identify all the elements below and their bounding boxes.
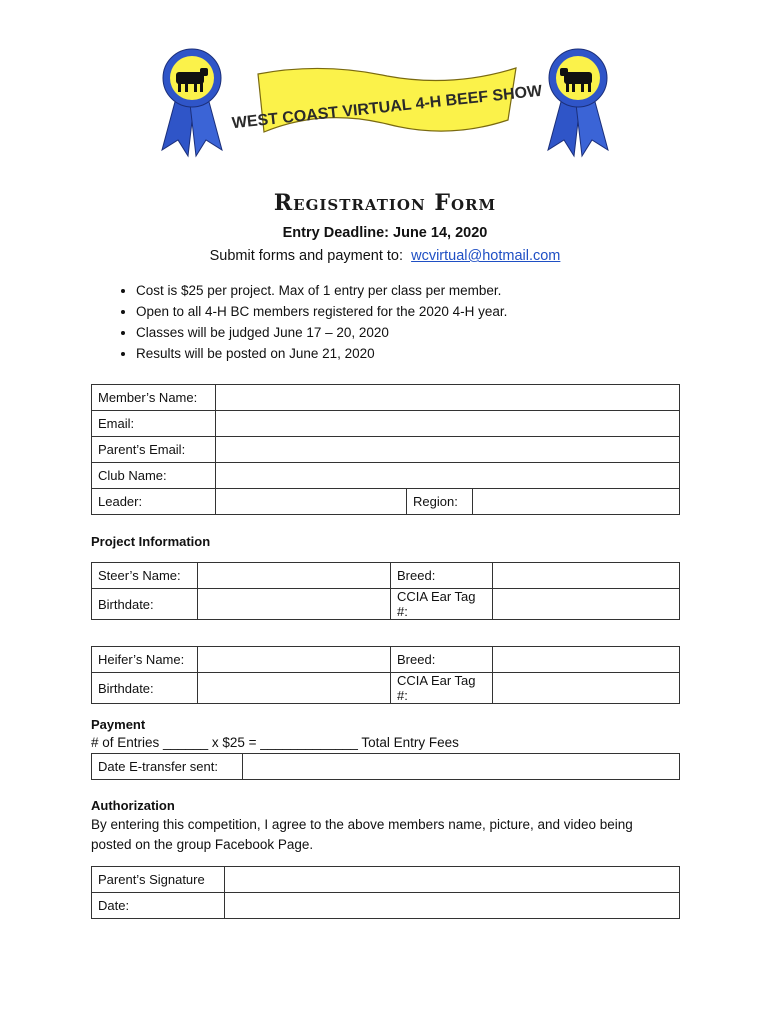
etransfer-label: Date E-transfer sent: <box>92 754 243 780</box>
list-item: • Open to all 4-H BC members registered for the 2020 4-H year. <box>136 301 507 322</box>
list-item: • Results will be posted on June 21, 2020 <box>136 343 507 364</box>
signature-label: Parent’s Signature <box>92 867 225 893</box>
signature-field[interactable] <box>225 867 680 893</box>
leader-label: Leader: <box>92 489 216 515</box>
parent-email-label: Parent’s Email: <box>92 437 216 463</box>
etransfer-field[interactable] <box>243 754 680 780</box>
email-link[interactable]: wcvirtual@hotmail.com <box>411 248 561 264</box>
heifer-birthdate-label: Birthdate: <box>92 673 198 704</box>
member-name-label: Member’s Name: <box>92 385 216 411</box>
authorization-line1: By entering this competition, I agree to the above members name, picture, and video being <box>91 817 633 832</box>
steer-tag-field[interactable] <box>493 589 680 620</box>
payment-table <box>91 753 680 780</box>
info-bullets <box>92 280 507 364</box>
heifer-table <box>91 646 680 704</box>
region-field[interactable] <box>473 489 680 515</box>
steer-birthdate-label: Birthdate: <box>92 589 198 620</box>
ribbon-cow-icon <box>542 48 614 158</box>
club-name-field[interactable] <box>216 463 680 489</box>
list-item: • Cost is $25 per project. Max of 1 entry per class per member. <box>136 280 507 301</box>
banner-text: WEST COAST VIRTUAL 4-H BEEF SHOW <box>231 82 543 133</box>
leader-field[interactable] <box>216 489 407 515</box>
steer-tag-label: CCIA Ear Tag #: <box>391 589 493 620</box>
steer-name-label: Steer’s Name: <box>92 563 198 589</box>
heifer-tag-field[interactable] <box>493 673 680 704</box>
ribbon-cow-icon <box>156 48 228 158</box>
payment-heading: Payment <box>91 717 146 732</box>
entry-deadline: Entry Deadline: June 14, 2020 <box>282 225 488 241</box>
list-item: • Classes will be judged June 17 – 20, 2020 <box>136 322 507 343</box>
heifer-birthdate-field[interactable] <box>198 673 391 704</box>
payment-line: # of Entries ______ x $25 = _____________ Total Entry Fees <box>91 735 459 750</box>
project-heading: Project Information <box>91 534 211 549</box>
club-name-label: Club Name: <box>92 463 216 489</box>
heifer-tag-label: CCIA Ear Tag #: <box>391 673 493 704</box>
date-field[interactable] <box>225 893 680 919</box>
region-label: Region: <box>407 489 473 515</box>
email-label: Email: <box>92 411 216 437</box>
heifer-breed-label: Breed: <box>391 647 493 673</box>
date-label: Date: <box>92 893 225 919</box>
heifer-breed-field[interactable] <box>493 647 680 673</box>
authorization-heading: Authorization <box>91 798 175 813</box>
parent-email-field[interactable] <box>216 437 680 463</box>
show-banner <box>231 62 543 152</box>
steer-table <box>91 562 680 620</box>
steer-birthdate-field[interactable] <box>198 589 391 620</box>
submit-instructions <box>0 248 770 264</box>
authorization-line2: posted on the group Facebook Page. <box>91 837 314 852</box>
steer-breed-label: Breed: <box>391 563 493 589</box>
steer-breed-field[interactable] <box>493 563 680 589</box>
form-title: Registration Form <box>273 190 497 216</box>
member-table <box>91 384 680 515</box>
email-field[interactable] <box>216 411 680 437</box>
submit-prefix: Submit forms and payment to: <box>209 248 404 264</box>
heifer-name-label: Heifer’s Name: <box>92 647 198 673</box>
heifer-name-field[interactable] <box>198 647 391 673</box>
member-name-field[interactable] <box>216 385 680 411</box>
signature-table <box>91 866 680 919</box>
steer-name-field[interactable] <box>198 563 391 589</box>
